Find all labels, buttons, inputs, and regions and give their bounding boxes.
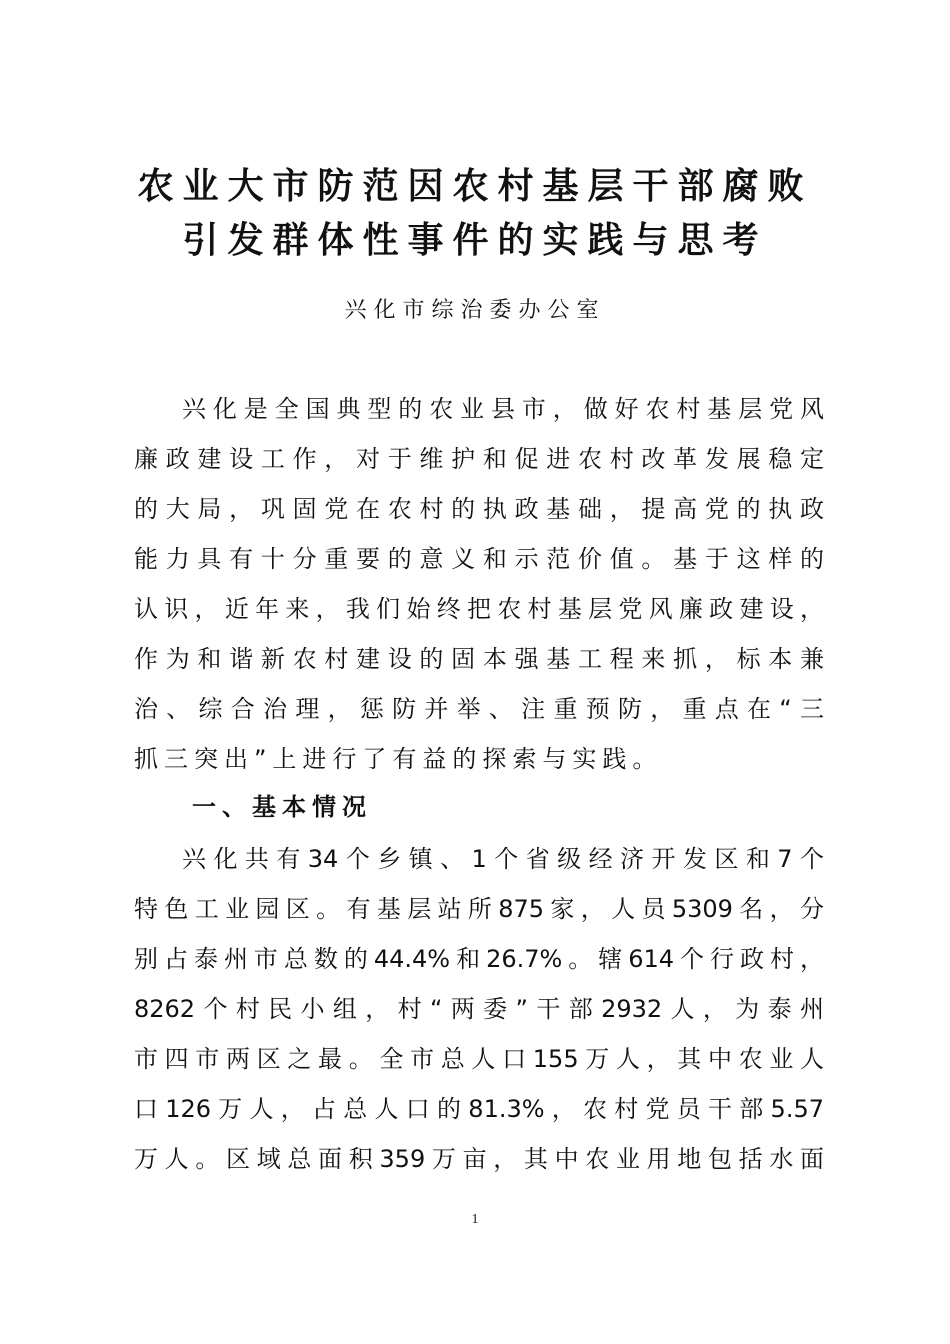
- page-number: 1: [471, 1212, 479, 1227]
- intro-line: 能力具有十分重要的意义和示范价值。基于这样的: [134, 545, 824, 573]
- section-line: 别占泰州市总数的44.4%和26.7%。辖614个行政村，: [134, 945, 824, 973]
- document-title-line-1: 农业大市防范因农村基层干部腐败: [137, 166, 813, 207]
- section-line: 万人。区域总面积359万亩，其中农业用地包括水面: [134, 1145, 824, 1173]
- intro-line: 兴化是全国典型的农业县市，做好农村基层党风: [182, 395, 824, 423]
- section-line: 特色工业园区。有基层站所875家，人员5309名，分: [134, 895, 824, 923]
- intro-line: 认识，近年来，我们始终把农村基层党风廉政建设，: [134, 595, 824, 623]
- intro-line: 抓三突出”上进行了有益的探索与实践。: [134, 745, 663, 773]
- intro-line: 作为和谐新农村建设的固本强基工程来抓，标本兼: [134, 645, 824, 673]
- document-author: 兴化市综治委办公室: [344, 298, 606, 323]
- intro-line: 治、综合治理，惩防并举、注重预防，重点在“三: [134, 695, 824, 723]
- section-line: 市四市两区之最。全市总人口155万人，其中农业人: [134, 1045, 824, 1073]
- section-line: 8262个村民小组，村“两委”干部2932人，为泰州: [134, 995, 824, 1023]
- section-heading: 一、基本情况: [192, 793, 372, 821]
- section-line: 兴化共有34个乡镇、1个省级经济开发区和7个: [182, 845, 824, 873]
- document-title-line-2: 引发群体性事件的实践与思考: [182, 220, 768, 261]
- intro-line: 廉政建设工作，对于维护和促进农村改革发展稳定: [134, 445, 824, 473]
- section-line: 口126万人，占总人口的81.3%，农村党员干部5.57: [134, 1095, 824, 1123]
- intro-line: 的大局，巩固党在农村的执政基础，提高党的执政: [134, 495, 824, 523]
